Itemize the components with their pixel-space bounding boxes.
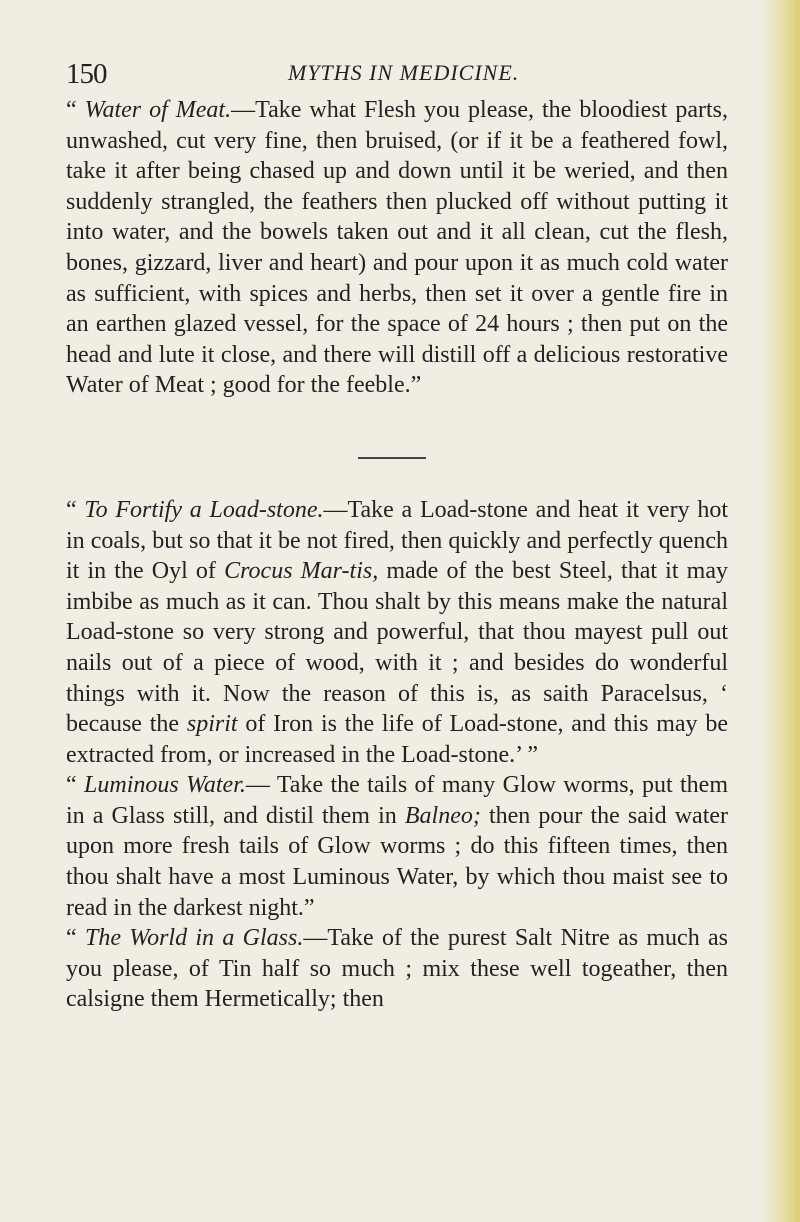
recipe-title: Water of Meat. <box>84 97 232 123</box>
open-quote: “ <box>66 97 85 123</box>
open-quote: “ <box>66 925 85 952</box>
open-quote: “ <box>66 496 85 523</box>
recipe-body: — Take the tails of many Glow worms, put them in a Glass still, and distil them in <box>66 772 729 829</box>
recipe-body: —Take a Load-stone and heat it very hot in coals, but so that it be not fired, then quickly and perfectly quench it in the Oyl of <box>66 496 728 585</box>
recipe-title: The World in a Glass. <box>84 925 304 952</box>
body-text <box>66 95 728 1015</box>
recipe-body: of Iron is the life of Load-stone, and this may be extracted from, or increased in the Load-stone.’ ” <box>66 711 728 768</box>
recipe-title: Luminous Water. <box>84 772 246 799</box>
section-divider <box>358 457 426 459</box>
page-edge-stain <box>760 0 800 1222</box>
open-quote: “ <box>66 772 85 799</box>
italic-term: Crocus Mar-tis, <box>224 558 379 585</box>
recipe-water-of-meat <box>66 95 728 401</box>
recipe-body: then pour the said water upon more fresh tails of Glow worms ; do this fifteen times, then thou shalt have a most Luminous Water, by which thou maist see to read in the darkest night.” <box>66 802 729 921</box>
recipe-title: To Fortify a Load-stone. <box>84 496 324 523</box>
recipe-world-in-glass <box>66 923 728 1015</box>
italic-term: Balneo; <box>404 802 481 829</box>
italic-term: spirit <box>186 711 238 738</box>
recipe-luminous-water <box>66 770 728 923</box>
recipe-body: —Take of the purest Salt Nitre as much as you please, of Tin half so much ; mix these well togeather, then calsigne them Hermetically; then <box>66 925 728 1013</box>
recipe-body: —Take what Flesh you please, the bloodiest parts, unwashed, cut very fine, then bruised, (or if it be a feathered fowl, take it after being chased up and down until it be weried, and then suddenly strangled, the feathers then plucked off without putting it into water, and the bowels taken out and it all clean, cut the flesh, bones, gizzard, liver and heart) and pour upon it as much cold water as sufficient, with spices and herbs, then set it over a gentle fire in an earthen glazed vessel, for the space of 24 hours ; then put on the head and lute it close, and there will distill off a delicious restorative Water of Meat ; good for the feeble.” <box>66 97 728 399</box>
page-number: 150 <box>66 58 107 90</box>
recipe-fortify-loadstone <box>66 495 728 770</box>
recipe-body: made of the best Steel, that it may imbibe as much as it can. Thou shalt by this means make the natural Load-stone so very strong and powerful, that thou mayest pull out nails out of a piece of wood, with it ; and besides do wonderful things with it. Now the reason of this is, as saith Paracelsus, ‘ because the <box>66 558 728 738</box>
page-header <box>66 52 726 90</box>
running-title: MYTHS IN MEDICINE. <box>288 60 520 85</box>
